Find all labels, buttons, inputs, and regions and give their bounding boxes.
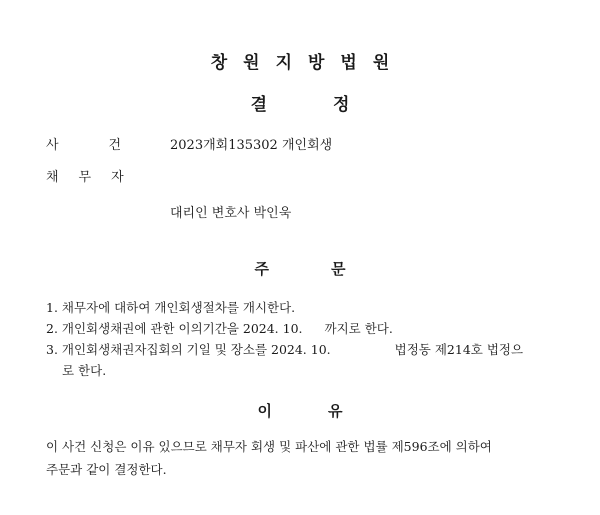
order-item-2-date: 2. 개인회생채권에 관한 이의기간을 2024. 10. — [46, 321, 303, 336]
order-item-2-tail: 까지로 한다. — [324, 321, 393, 336]
debtor-agent: 대리인 변호사 박인욱 — [170, 206, 292, 221]
order-item-3-place: 법정동 제214호 법정으 — [394, 342, 524, 357]
court-name: 창원지방법원 — [210, 53, 406, 73]
reason-line-2: 주문과 같이 결정한다. — [46, 462, 167, 477]
case-label: 사건 — [46, 138, 172, 153]
document-type: 결정 — [250, 95, 416, 115]
order-item-1: 1. 채무자에 대하여 개인회생절차를 개시한다. — [46, 300, 296, 315]
order-item-3-continued: 로 한다. — [62, 363, 107, 378]
debtor-label: 채무자 — [46, 170, 144, 185]
order-item-3 — [46, 340, 523, 358]
case-number: 2023개회135302 개인회생 — [170, 138, 333, 153]
order-item-3-date: 3. 개인회생채권자집회의 기일 및 장소를 2024. 10. — [46, 342, 331, 357]
order-item-2 — [46, 319, 393, 337]
reason-heading: 이유 — [257, 402, 399, 420]
reason-line-1: 이 사건 신청은 이유 있으므로 채무자 회생 및 파산에 관한 법률 제596조에 의하여 — [46, 439, 492, 454]
order-heading: 주문 — [254, 260, 408, 278]
